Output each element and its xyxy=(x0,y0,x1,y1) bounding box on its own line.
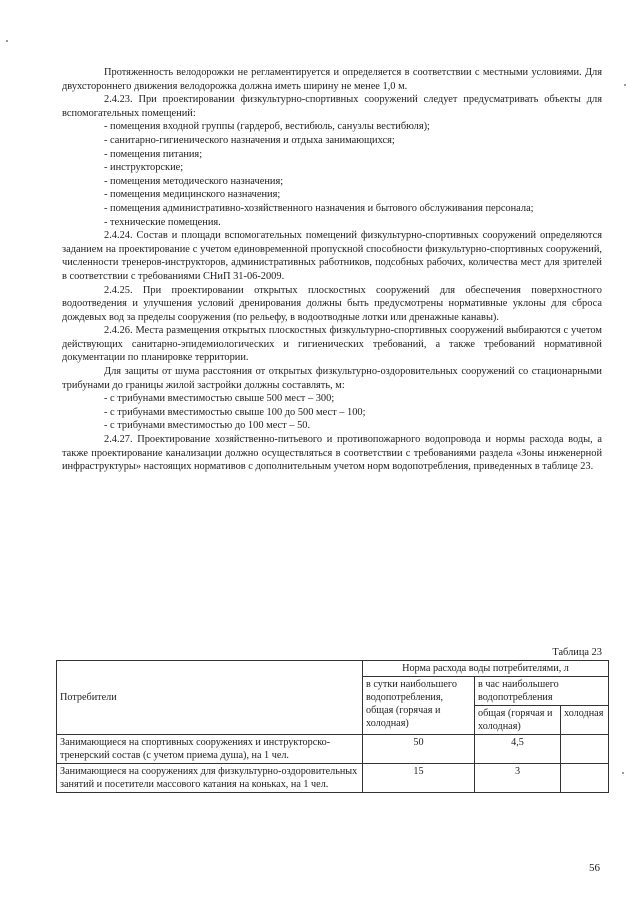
list-item: - помещения административно-хозяйственного назначения и бытового обслуживания персонала; xyxy=(104,202,534,214)
list-item: - помещения медицинского назначения; xyxy=(104,189,281,201)
list-item: - помещения входной группы (гардероб, вестибюль, санузлы вестибюля); xyxy=(104,121,430,133)
scan-speck xyxy=(622,772,624,774)
table-caption: Таблица 23 xyxy=(552,647,602,658)
list-item: - санитарно-гигиенического назначения и отдыха занимающихся; xyxy=(104,134,395,146)
table-row xyxy=(57,764,609,793)
row-per-day: 50 xyxy=(363,735,475,764)
header-cold: холодная xyxy=(561,706,609,735)
header-per-hour: в час наибольшего водопотребления xyxy=(475,677,609,706)
header-per-day: в сутки наибольшего водопотребления, общая (горячая и холодная) xyxy=(363,677,475,735)
scan-speck xyxy=(624,84,626,86)
paragraph-2-4-24: 2.4.24. Состав и площади вспомогательных помещений физкультурно-спортивных сооружений определяются заданием на проектирование с учетом единовременной пропускной способности физкультурно-спортивных сооружений, численности тренеров-инструкторов, административных работников, подсобных рабочих, количества мест для зрителей в соответствии с требованиями СНиП 31-06-2009. xyxy=(62,230,602,282)
header-norm: Норма расхода воды потребителями, л xyxy=(363,661,609,677)
paragraph-noise-protection: Для защиты от шума расстояния от открытых физкультурно-оздоровительных сооружений со стационарными трибунами до границы жилой застройки должны составлять, м: xyxy=(62,366,602,391)
row-consumer: Занимающиеся на спортивных сооружениях и инструкторско-тренерский состав (с учетом приема душа), на 1 чел. xyxy=(57,735,363,764)
header-total: общая (горячая и холодная) xyxy=(475,706,561,735)
body-text xyxy=(62,66,602,474)
list-item: - с трибунами вместимостью до 100 мест – 50. xyxy=(104,420,311,432)
list-item: - с трибунами вместимостью свыше 500 мест – 300; xyxy=(104,393,335,405)
scan-speck xyxy=(6,40,8,42)
table-row xyxy=(57,735,609,764)
row-per-day: 15 xyxy=(363,764,475,793)
paragraph-2-4-25: 2.4.25. При проектировании открытых плоскостных сооружений для обеспечения поверхностного водоотведения и улучшения условий дренирования должны быть предусмотрены нормативные уклоны для сброса дождевых вод за пределы сооружения (по рельефу, в водоотводные лотки или дренажные канавы). xyxy=(62,284,602,323)
row-consumer: Занимающиеся на сооружениях для физкультурно-оздоровительных занятий и посетители массового катания на коньках, на 1 чел. xyxy=(57,764,363,793)
list-item: - инструкторские; xyxy=(104,162,184,174)
row-cold xyxy=(561,735,609,764)
water-norms-table xyxy=(56,660,609,793)
row-total: 4,5 xyxy=(475,735,561,764)
list-item: - помещения методического назначения; xyxy=(104,175,284,187)
paragraph-2-4-23: 2.4.23. При проектировании физкультурно-спортивных сооружений следует предусматривать объекты для вспомогательных помещений: xyxy=(62,94,602,119)
table-header-row xyxy=(57,661,609,677)
paragraph-2-4-27: 2.4.27. Проектирование хозяйственно-питьевого и противопожарного водопровода и нормы расхода воды, а также проектирование канализации должно осуществляться в соответствии с требованиями раздела «Зоны инженерной инфраструктуры» настоящих нормативов с дополнительным учетом норм водопотребления, приведенных в таблице 23. xyxy=(62,434,602,473)
paragraph-2-4-26: 2.4.26. Места размещения открытых плоскостных физкультурно-спортивных сооружений выбираются с учетом действующих санитарно-эпидемиологических и гигиенических требований, а также требований нормативной документации по планировке территории. xyxy=(62,325,602,364)
list-item: - технические помещения. xyxy=(104,216,221,228)
list-item: - с трибунами вместимостью свыше 100 до 500 мест – 100; xyxy=(104,406,366,418)
paragraph-bikeway: Протяженность велодорожки не регламентируется и определяется в соответствии с местными условиями. Для двухстороннего движения велодорожка должна иметь ширину не менее 1,0 м. xyxy=(62,67,602,92)
header-consumers: Потребители xyxy=(57,661,363,735)
row-total: 3 xyxy=(475,764,561,793)
page-number: 56 xyxy=(589,862,600,874)
row-cold xyxy=(561,764,609,793)
list-item: - помещения питания; xyxy=(104,148,203,160)
